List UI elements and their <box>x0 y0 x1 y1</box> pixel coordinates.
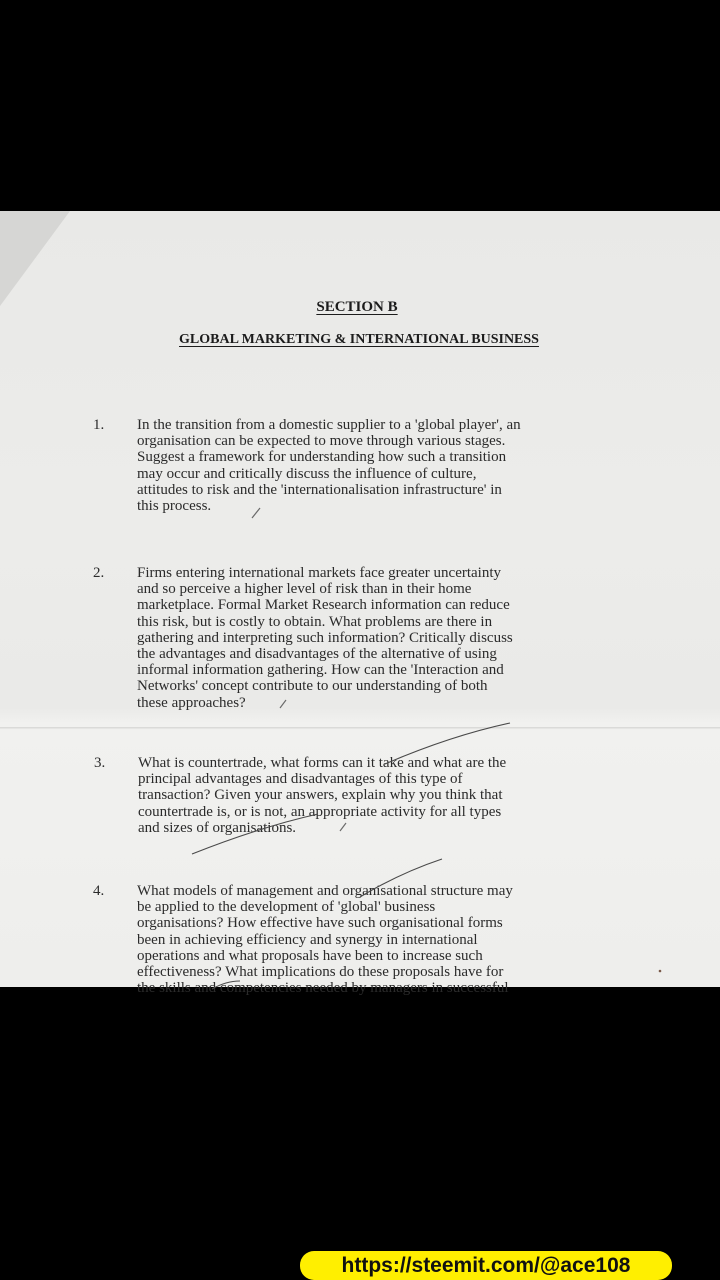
question-text: In the transition from a domestic supplier to a 'global player', an organisation can be expected to move through various stages. Suggest a framework for understanding how such a transition may occur and critically discuss the influence of culture, attitudes to risk and the 'internationalisation infrastructure' in this process. <box>137 417 521 515</box>
folded-corner <box>0 211 70 306</box>
question-4 <box>93 883 637 997</box>
question-text: What is countertrade, what forms can it take and what are the principal advantages and disadvantages of this type of transaction? Given your answers, explain why you think that countertrade is, or is not, an appropriate activity for all types and sizes of organisations. <box>138 755 507 836</box>
question-3 <box>94 755 638 836</box>
question-number: 1. <box>93 417 105 433</box>
question-number: 2. <box>93 565 105 581</box>
question-number: 4. <box>93 883 105 899</box>
question-text: What models of management and organisational structure may be applied to the development of 'global' business organisations? How effective have such organisational forms been in achieving efficiency and synergy in international operations and what proposals have been to increase such effectiveness? What implications do these proposals have for the skills and competencies needed by managers in successful <box>137 883 513 997</box>
question-number: 3. <box>94 755 106 771</box>
question-text: Firms entering international markets face greater uncertainty and so perceive a higher level of risk than in their home marketplace. Formal Market Research information can reduce this risk, but is costly to obtain. What problems are there in gathering and interpreting such information? Critically discuss the advantages and disadvantages of the alternative of using informal information gathering. How can the 'Interaction and Networks' concept contribute to our understanding of both these approaches? <box>137 565 513 711</box>
ink-dot <box>659 970 662 973</box>
question-1 <box>93 417 637 515</box>
steemit-link-badge[interactable] <box>300 1251 672 1280</box>
steemit-link[interactable]: https://steemit.com/@ace108 <box>341 1253 631 1277</box>
section-subtitle: GLOBAL MARKETING & INTERNATIONAL BUSINESS <box>179 332 539 347</box>
paper-crease <box>0 727 720 730</box>
section-title: SECTION B <box>316 299 398 315</box>
question-2 <box>93 565 637 711</box>
exam-paper <box>0 211 720 997</box>
